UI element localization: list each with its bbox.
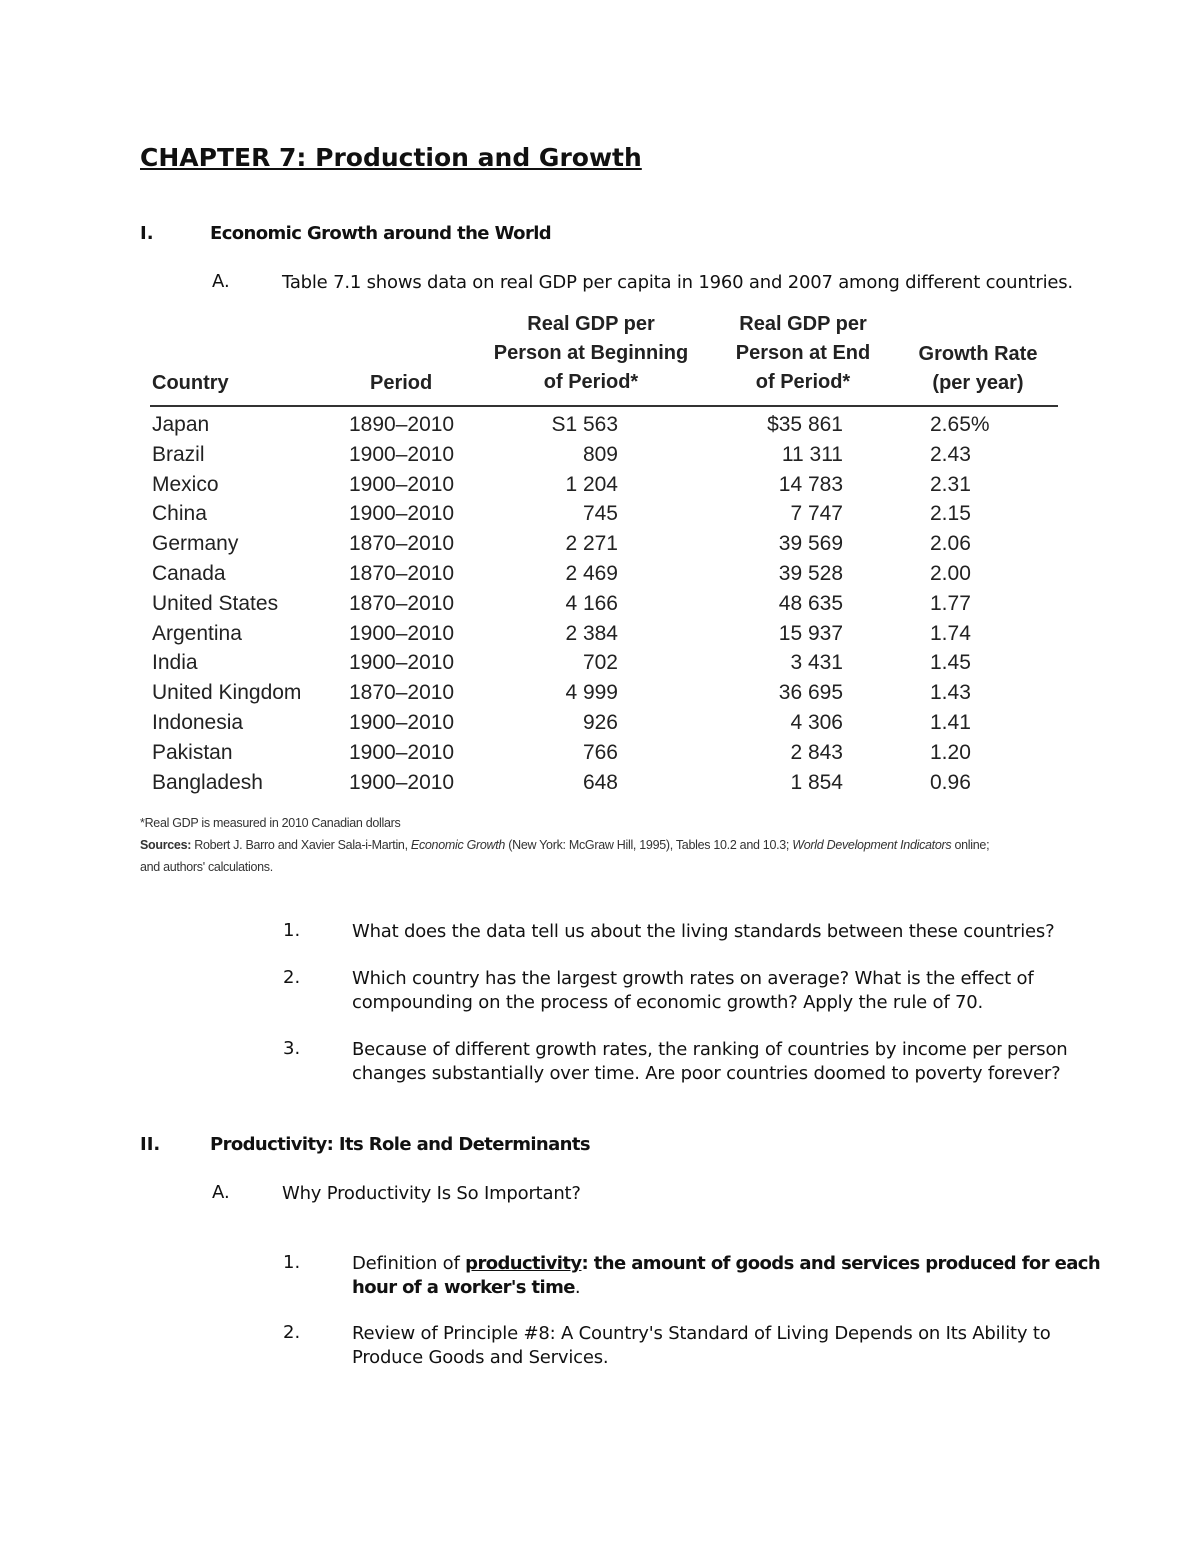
productivity-term: productivity [465, 1253, 582, 1274]
sources-pre: Robert J. Barro and Xavier Sala-i-Martin, [191, 838, 411, 852]
section-2-item-a-letter: A. [212, 1182, 230, 1203]
table-footnote: *Real GDP is measured in 2010 Canadian dollars [140, 816, 401, 830]
cell-begin-gdp: 648 [582, 770, 618, 794]
cell-begin-gdp: 4 999 [565, 681, 618, 705]
cell-country: Argentina [152, 621, 242, 645]
cell-end-gdp: 11 311 [781, 442, 843, 466]
section-1-number: I. [140, 223, 154, 244]
cell-country: China [152, 502, 207, 526]
cell-growth-rate: 2.15 [930, 502, 971, 526]
table-row [0, 559, 1200, 589]
cell-growth-rate: 2.00 [930, 562, 971, 585]
cell-country: Mexico [152, 472, 219, 496]
question-3-line-1: Because of different growth rates, the ranking of countries by income per person [352, 1039, 1068, 1060]
cell-begin-gdp: 926 [582, 711, 618, 734]
table-sources-line-2: and authors' calculations. [140, 860, 273, 874]
cell-period: 1900–2010 [349, 711, 455, 734]
table-row [0, 738, 1200, 768]
cell-country: Bangladesh [152, 770, 263, 794]
header-begin-line-1: Real GDP per [527, 313, 655, 335]
cell-growth-rate: 2.65% [930, 413, 990, 436]
cell-begin-gdp: 809 [582, 442, 618, 466]
cell-country: Japan [152, 413, 210, 436]
question-1-number: 1. [283, 920, 301, 941]
cell-period: 1900–2010 [349, 502, 455, 526]
question-3-line-2: changes substantially over time. Are poor countries doomed to poverty forever? [352, 1063, 1061, 1084]
header-growth [900, 340, 1056, 398]
cell-growth-rate: 1.43 [930, 681, 971, 705]
cell-begin-gdp: 2 271 [565, 532, 618, 556]
cell-period: 1900–2010 [349, 472, 455, 496]
section-1-title: Economic Growth around the World [210, 223, 552, 244]
cell-begin-gdp: 702 [582, 651, 618, 675]
question-2-line-2: compounding on the process of economic growth? Apply the rule of 70. [352, 992, 984, 1013]
cell-country: United Kingdom [152, 681, 302, 705]
header-end-line-3: of Period* [755, 371, 851, 393]
question-2-text [352, 967, 1034, 1015]
cell-period: 1900–2010 [349, 770, 455, 794]
header-end-line-2: Person at End [735, 342, 871, 364]
cell-growth-rate: 2.43 [930, 442, 971, 466]
cell-growth-rate: 1.77 [930, 591, 971, 615]
cell-growth-rate: 1.41 [930, 711, 971, 734]
table-row [0, 648, 1200, 678]
principle-line-2: Produce Goods and Services. [352, 1347, 609, 1368]
cell-growth-rate: 1.20 [930, 740, 971, 764]
productivity-definition [352, 1252, 1100, 1300]
item-2-number: 2. [283, 1322, 301, 1343]
section-2-title: Productivity: Its Role and Determinants [210, 1134, 591, 1155]
cell-country: Indonesia [152, 711, 244, 734]
table-row [0, 410, 1200, 440]
table-row [0, 589, 1200, 619]
cell-begin-gdp: 2 469 [565, 562, 618, 585]
cell-country: United States [152, 591, 279, 615]
header-begin-line-2: Person at Beginning [493, 342, 689, 364]
cell-period: 1890–2010 [349, 413, 455, 436]
header-end [712, 310, 894, 397]
cell-begin-gdp: 745 [582, 502, 618, 526]
section-2-item-a-text: Why Productivity Is So Important? [282, 1183, 581, 1204]
table-row [0, 678, 1200, 708]
table-row [0, 440, 1200, 470]
table-sources [140, 834, 989, 856]
question-3-number: 3. [283, 1038, 301, 1059]
header-begin-line-3: of Period* [543, 371, 639, 393]
header-end-line-1: Real GDP per [739, 313, 867, 335]
cell-period: 1900–2010 [349, 442, 455, 466]
cell-country: Canada [152, 562, 226, 585]
cell-begin-gdp: 4 166 [565, 591, 618, 615]
sources-book-title: Economic Growth [410, 838, 506, 852]
question-3-text [352, 1038, 1067, 1086]
definition-pre: Definition of [352, 1253, 466, 1274]
cell-period: 1870–2010 [349, 591, 455, 615]
question-2-line-1: Which country has the largest growth rates on average? What is the effect of [352, 968, 1034, 989]
table-row [0, 529, 1200, 559]
header-growth-line-1: Growth Rate [918, 343, 1038, 365]
cell-end-gdp: 15 937 [778, 621, 843, 645]
cell-begin-gdp: S1 563 [551, 413, 618, 436]
cell-begin-gdp: 1 204 [565, 472, 618, 496]
table-row [0, 499, 1200, 529]
principle-line-1: Review of Principle #8: A Country's Standard of Living Depends on Its Ability to [352, 1323, 1051, 1344]
cell-country: Pakistan [152, 740, 233, 764]
header-country: Country [152, 372, 229, 394]
cell-end-gdp: 3 431 [790, 651, 843, 675]
sources-indicators-title: World Development Indicators [792, 838, 952, 852]
cell-growth-rate: 2.31 [930, 472, 971, 496]
cell-growth-rate: 2.06 [930, 532, 971, 556]
cell-end-gdp: 4 306 [790, 711, 843, 734]
cell-growth-rate: 1.45 [930, 651, 971, 675]
cell-growth-rate: 1.74 [930, 621, 971, 645]
header-begin [470, 310, 712, 397]
cell-end-gdp: 14 783 [778, 472, 843, 496]
cell-end-gdp: 39 528 [778, 562, 843, 585]
cell-end-gdp: 48 635 [778, 591, 843, 615]
cell-period: 1900–2010 [349, 651, 455, 675]
section-1-item-a-text: Table 7.1 shows data on real GDP per capita in 1960 and 2007 among different countries. [282, 272, 1073, 293]
cell-period: 1870–2010 [349, 681, 455, 705]
definition-line-2: hour of a worker's time [352, 1277, 575, 1298]
cell-end-gdp: 7 747 [790, 502, 843, 526]
cell-begin-gdp: 766 [582, 740, 618, 764]
cell-period: 1900–2010 [349, 740, 455, 764]
definition-colon: : [581, 1253, 589, 1274]
sources-post: online; [951, 838, 990, 852]
cell-country: India [152, 651, 198, 675]
cell-end-gdp: 1 854 [790, 770, 843, 794]
cell-period: 1870–2010 [349, 562, 455, 585]
cell-begin-gdp: 2 384 [565, 621, 618, 645]
section-1-item-a-letter: A. [212, 271, 230, 292]
header-growth-line-2: (per year) [932, 372, 1024, 394]
sources-label: Sources: [140, 838, 192, 852]
cell-end-gdp: 2 843 [790, 740, 843, 764]
header-period: Period [370, 372, 433, 394]
table-row [0, 619, 1200, 649]
item-1-number: 1. [283, 1252, 301, 1273]
definition-line-1: the amount of goods and services produced for each [588, 1253, 1101, 1274]
cell-country: Germany [152, 532, 239, 556]
section-2-number: II. [140, 1134, 161, 1155]
cell-period: 1900–2010 [349, 621, 455, 645]
definition-end: . [574, 1277, 581, 1298]
table-row [0, 708, 1200, 738]
cell-end-gdp: 36 695 [778, 681, 843, 705]
principle-review [352, 1322, 1051, 1370]
question-2-number: 2. [283, 967, 301, 988]
header-rule [150, 405, 1058, 407]
cell-growth-rate: 0.96 [930, 770, 971, 794]
question-1-text: What does the data tell us about the living standards between these countries? [352, 921, 1055, 942]
sources-mid: (New York: McGraw Hill, 1995), Tables 10.2 and 10.3; [505, 838, 793, 852]
table-row [0, 768, 1200, 798]
cell-end-gdp: 39 569 [778, 532, 843, 556]
cell-end-gdp: $35 861 [767, 413, 843, 436]
cell-period: 1870–2010 [349, 532, 455, 556]
chapter-title: CHAPTER 7: Production and Growth [140, 143, 642, 172]
cell-country: Brazil [152, 442, 205, 466]
table-row [0, 470, 1200, 500]
